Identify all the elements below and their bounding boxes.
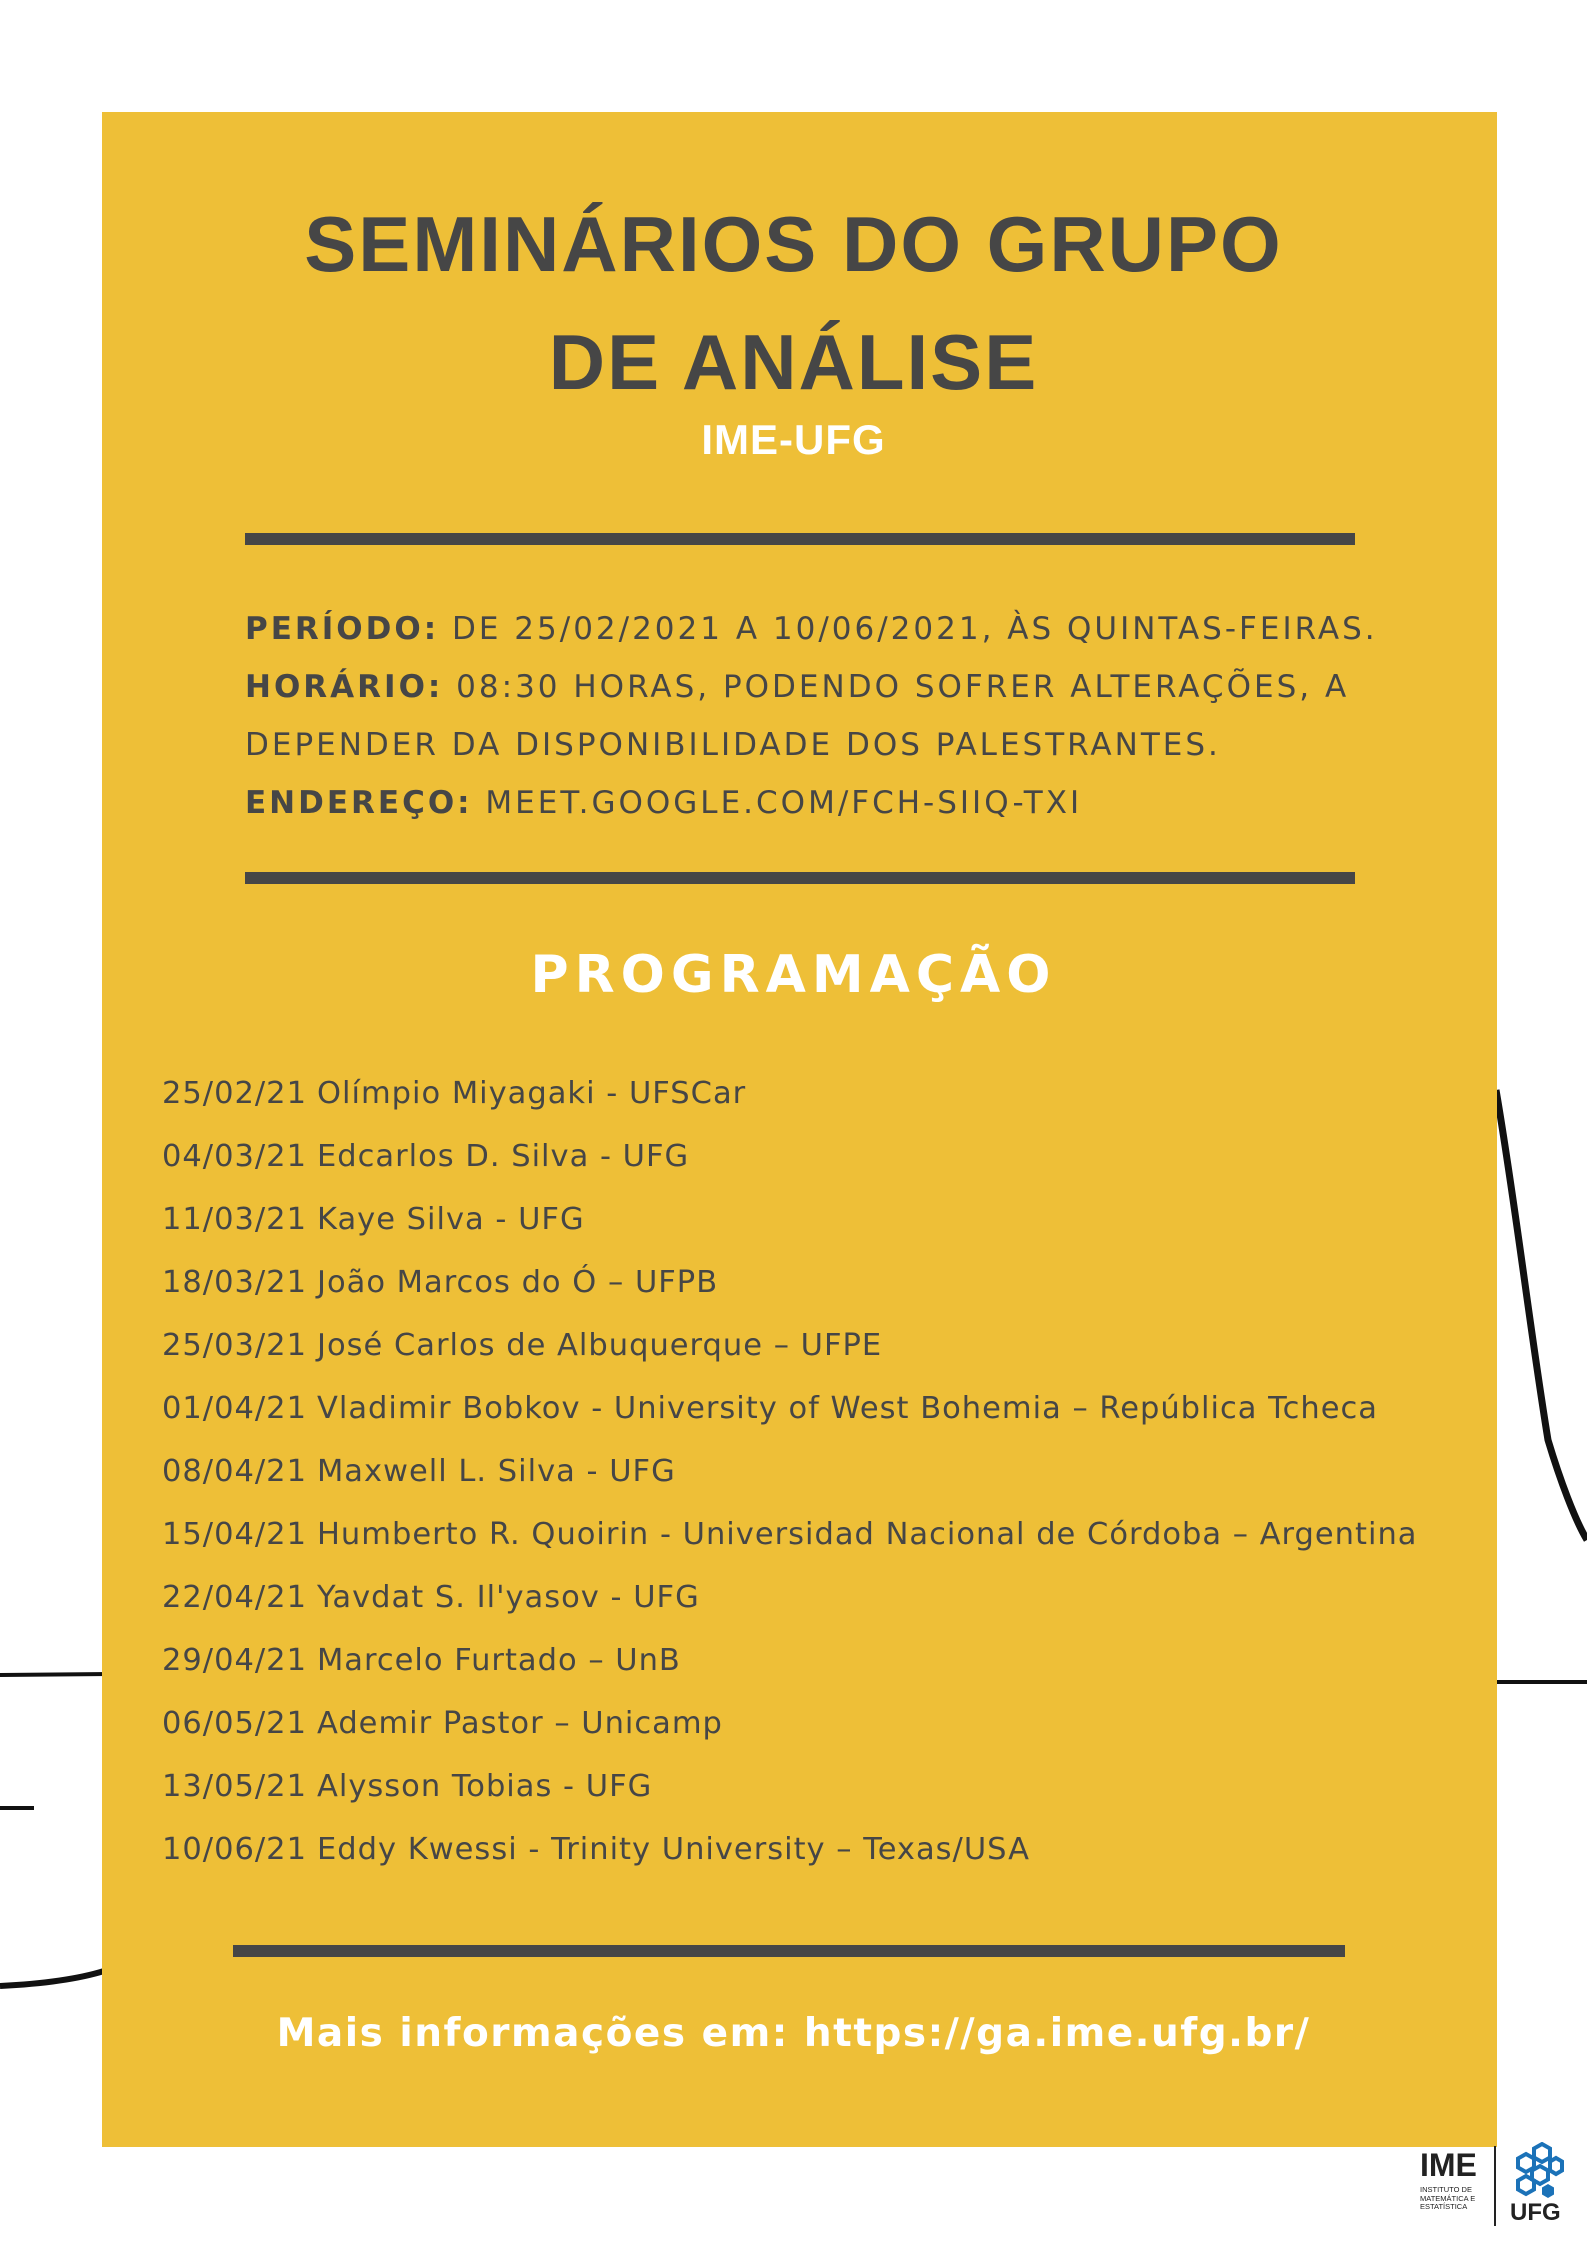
schedule-item	[162, 1503, 1472, 1566]
poster-title-line-1: SEMINÁRIOS DO GRUPO	[304, 200, 1283, 288]
schedule-date: 11/03/21	[162, 1202, 307, 1237]
logo-hex-bottom	[1518, 2176, 1534, 2194]
schedule-item	[162, 1692, 1472, 1755]
endereco-value: MEET.GOOGLE.COM/FCH-SIIQ-TXI	[472, 785, 1083, 821]
schedule-item	[162, 1125, 1472, 1188]
schedule-speaker: Alysson Tobias - UFG	[316, 1769, 653, 1804]
schedule-speaker: Edcarlos D. Silva - UFG	[316, 1139, 690, 1174]
poster-title	[0, 185, 1587, 421]
schedule-date: 15/04/21	[162, 1517, 307, 1552]
horario-label: HORÁRIO:	[245, 669, 444, 705]
logo-hex-right	[1550, 2158, 1562, 2174]
schedule-speaker: Eddy Kwessi - Trinity University – Texas/USA	[316, 1832, 1030, 1867]
schedule-date: 01/04/21	[162, 1391, 307, 1426]
schedule-item	[162, 1062, 1472, 1125]
schedule-item	[162, 1440, 1472, 1503]
schedule-speaker: Marcelo Furtado – UnB	[316, 1643, 681, 1678]
logo-ime-subtext: INSTITUTO DE MATEMÁTICA E ESTATÍSTICA	[1420, 2185, 1476, 2211]
schedule-item	[162, 1314, 1472, 1377]
schedule-date: 29/04/21	[162, 1643, 307, 1678]
endereco-label: ENDEREÇO:	[245, 785, 473, 821]
poster-title-line-2: DE ANÁLISE	[548, 318, 1039, 406]
schedule-speaker: Humberto R. Quoirin - Universidad Nacional de Córdoba – Argentina	[316, 1517, 1418, 1552]
schedule-date: 22/04/21	[162, 1580, 307, 1615]
logo-hex-top	[1534, 2144, 1550, 2162]
schedule-list	[162, 1062, 1472, 1881]
schedule-date: 06/05/21	[162, 1706, 307, 1741]
periodo-label: PERÍODO:	[245, 611, 440, 647]
schedule-item	[162, 1251, 1472, 1314]
endereco-line	[245, 774, 1385, 832]
periodo-value: DE 25/02/2021 A 10/06/2021, ÀS QUINTAS-FEIRAS.	[439, 611, 1378, 647]
schedule-date: 13/05/21	[162, 1769, 307, 1804]
horario-line	[245, 658, 1385, 716]
schedule-item	[162, 1755, 1472, 1818]
schedule-item	[162, 1377, 1472, 1440]
schedule-item	[162, 1188, 1472, 1251]
schedule-date: 25/03/21	[162, 1328, 307, 1363]
schedule-speaker: Kaye Silva - UFG	[316, 1202, 585, 1237]
more-info-link[interactable]: Mais informações em: https://ga.ime.ufg.br/	[276, 2011, 1311, 2056]
schedule-item	[162, 1566, 1472, 1629]
divider-bottom	[233, 1945, 1345, 1957]
horario-value: 08:30 HORAS, PODENDO SOFRER ALTERAÇÕES, A	[443, 669, 1350, 705]
divider-middle	[245, 872, 1355, 884]
hexagon-cluster-icon	[1504, 2142, 1564, 2198]
schedule-date: 08/04/21	[162, 1454, 307, 1489]
schedule-date: 10/06/21	[162, 1832, 307, 1867]
logo-ime-text: IME	[1420, 2147, 1477, 2183]
ime-ufg-logo	[1420, 2142, 1570, 2232]
schedule-speaker: José Carlos de Albuquerque – UFPE	[316, 1328, 883, 1363]
horario-continuation-line	[245, 716, 1385, 774]
schedule-date: 18/03/21	[162, 1265, 307, 1300]
divider-top	[245, 533, 1355, 545]
horario-value-continuation: DEPENDER DA DISPONIBILIDADE DOS PALESTRANTES.	[245, 727, 1221, 763]
schedule-speaker: Ademir Pastor – Unicamp	[316, 1706, 723, 1741]
schedule-date: 04/03/21	[162, 1139, 307, 1174]
schedule-date: 25/02/21	[162, 1076, 307, 1111]
schedule-item	[162, 1818, 1472, 1881]
schedule-speaker: Vladimir Bobkov - University of West Bohemia – República Tcheca	[316, 1391, 1378, 1426]
schedule-speaker: Olímpio Miyagaki - UFSCar	[316, 1076, 747, 1111]
schedule-speaker: João Marcos do Ó – UFPB	[316, 1265, 719, 1300]
programacao-heading: PROGRAMAÇÃO	[530, 945, 1057, 1005]
logo-ufg-text: UFG	[1510, 2199, 1561, 2226]
logo-divider	[1494, 2146, 1496, 2226]
periodo-line	[245, 600, 1385, 658]
poster-subtitle: IME-UFG	[701, 416, 886, 463]
logo-hex-dot	[1542, 2184, 1554, 2198]
event-info	[245, 600, 1385, 832]
schedule-speaker: Maxwell L. Silva - UFG	[316, 1454, 676, 1489]
schedule-item	[162, 1629, 1472, 1692]
schedule-speaker: Yavdat S. Il'yasov - UFG	[316, 1580, 700, 1615]
